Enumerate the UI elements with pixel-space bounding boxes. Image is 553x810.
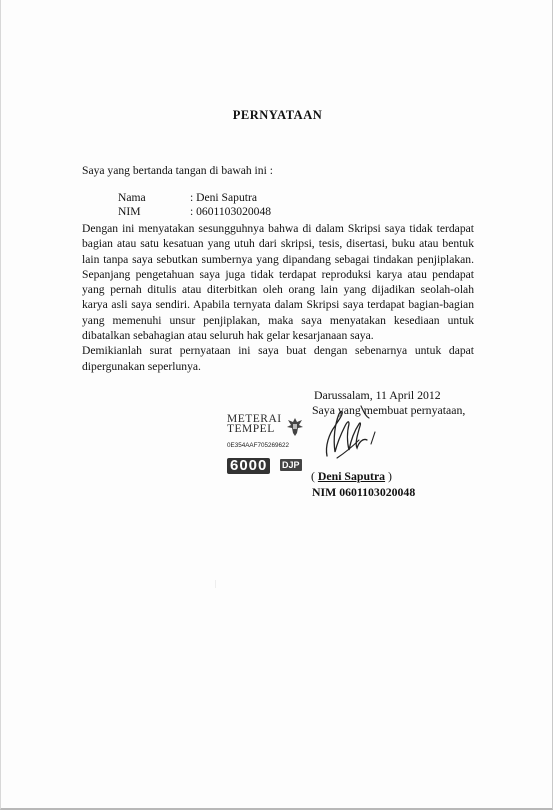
statement-body: [82, 221, 474, 374]
closing-paragraph: Demikianlah surat pernyataan ini saya buat dengan sebenarnya untuk dapat dipergunakan seperlunya.: [82, 344, 474, 373]
stamp-label: METERAI TEMPEL: [227, 413, 282, 435]
identity-value-name: : Deni Saputra: [190, 191, 257, 204]
place-date: Darussalam, 11 April 2012: [314, 388, 441, 402]
statement-paragraph: Dengan ini menyatakan sesungguhnya bahwa di dalam Skripsi saya tidak terdapat bagian atau satu kesatuan yang utuh dari skripsi, tesis, disertasi, buku atau bentuk lain tanpa saya sebutkan sumbernya yang dipandang sebagai tindakan penjiplakan. Sepanjang pengetahuan saya juga tidak terdapat reproduksi karya atau pendapat yang pernah ditulis atau diterbitkan oleh orang lain yang dijadikan seolah-olah karya asli saya sendiri. Apabila ternyata dalam Skripsi saya terdapat bagian-bagian yang memenuhi unsur penjiplakan, maka saya menyatakan kesediaan untuk dibatalkan sebahagian atau seluruh hak gelar kesarjanaan saya.: [82, 222, 474, 343]
identity-label-name: Nama: [118, 191, 146, 204]
identity-value-nim: : 0601103020048: [190, 205, 272, 218]
stamp-agency: DJP: [282, 460, 300, 470]
signer-name-line: [311, 469, 392, 484]
handwritten-signature: [297, 396, 397, 468]
signer-name-open: (: [311, 469, 318, 483]
scan-mark: [215, 580, 216, 588]
stamp-serial: 0E354AAF705269622: [227, 442, 289, 449]
identity-label-nim: NIM: [118, 205, 141, 218]
document-title: PERNYATAAN: [232, 108, 323, 122]
intro-text: Saya yang bertanda tangan di bawah ini :: [82, 164, 273, 177]
signer-statement: Saya yang membuat pernyataan,: [312, 403, 466, 417]
signer-name: Deni Saputra: [317, 469, 386, 483]
signer-nim: NIM 0601103020048: [312, 485, 416, 499]
signer-name-close: ): [385, 469, 392, 483]
identity-block: [118, 191, 271, 218]
stamp-value: 6000: [227, 458, 270, 474]
